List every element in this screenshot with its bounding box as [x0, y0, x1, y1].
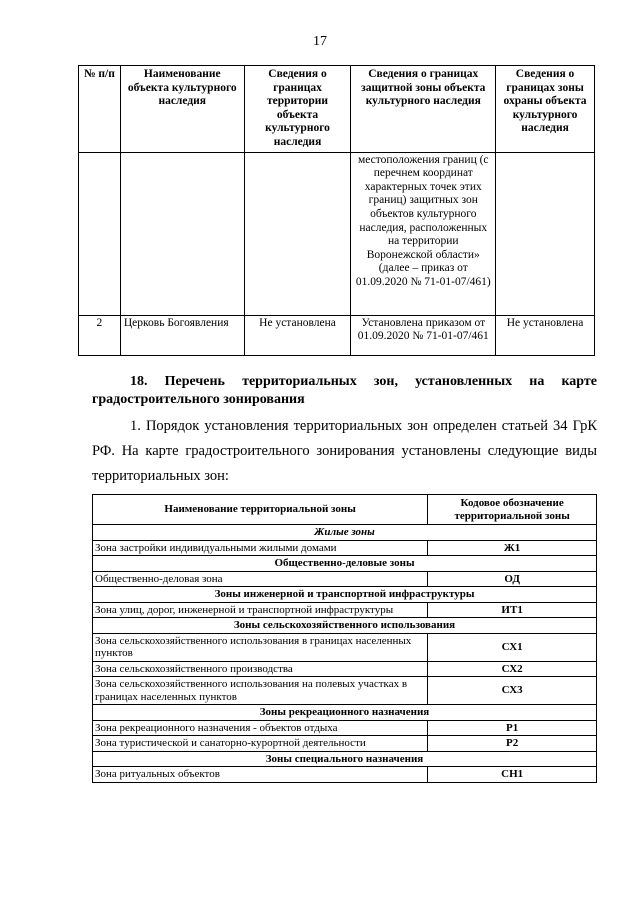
page-number: 17	[313, 34, 327, 49]
continuation-text: местоположения границ (с перечнем координат характерных точек этих границ) защитных зон объектов культурного наследия, расположенных на территории Воронежской области» (далее – приказ от 01.09.2020 № 71-01-07/461)	[351, 152, 496, 315]
table-cell	[496, 152, 595, 315]
zone-name: Зона ритуальных объектов	[93, 767, 428, 783]
header-number: № п/п	[79, 66, 121, 153]
zone-group-title: Зоны инженерной и транспортной инфраструктуры	[93, 587, 597, 603]
zone-code: СХ3	[428, 677, 597, 705]
zone-name: Зона сельскохозяйственного использования на полевых участках в границах населенных пунктов	[93, 677, 428, 705]
zone-row	[93, 602, 597, 618]
zone-name: Общественно-деловая зона	[93, 571, 428, 587]
header-territory-boundaries: Сведения о границах территории объекта культурного наследия	[244, 66, 351, 153]
zone-group-title: Жилые зоны	[93, 525, 597, 541]
zone-row	[93, 661, 597, 677]
zone-row	[93, 677, 597, 705]
zone-group-row	[93, 556, 597, 572]
section-paragraph: 1. Порядок установления территориальных зон определен статьей 34 ГрК РФ. На карте градостроительного зонирования установлены следующие виды территориальных зон:	[92, 418, 597, 484]
header-zone-name: Наименование территориальной зоны	[93, 495, 428, 525]
protection-zone-status: Не установлена	[496, 315, 595, 355]
zone-group-title: Зоны специального назначения	[93, 751, 597, 767]
table-cell	[79, 152, 121, 315]
zone-name: Зона сельскохозяйственного использования в границах населенных пунктов	[93, 633, 428, 661]
table-cell	[120, 152, 244, 315]
territorial-zones-table	[92, 494, 597, 783]
zone-row	[93, 736, 597, 752]
territory-status: Не установлена	[244, 315, 351, 355]
zone-name: Зона застройки индивидуальными жилыми домами	[93, 540, 428, 556]
zone-group-row	[93, 618, 597, 634]
zone-row	[93, 540, 597, 556]
header-protection-zone-boundaries: Сведения о границах зоны охраны объекта культурного наследия	[496, 66, 595, 153]
table-cell	[244, 152, 351, 315]
heritage-objects-table	[78, 65, 595, 356]
zone-code: Р2	[428, 736, 597, 752]
zone-name: Зона рекреационного назначения - объектов отдыха	[93, 720, 428, 736]
zone-group-row	[93, 751, 597, 767]
zone-code: СН1	[428, 767, 597, 783]
row-number: 2	[79, 315, 121, 355]
zone-row	[93, 633, 597, 661]
zone-row	[93, 720, 597, 736]
zone-name: Зона туристической и санаторно-курортной деятельности	[93, 736, 428, 752]
protective-zone-status: Установлена приказом от 01.09.2020 № 71-01-07/461	[351, 315, 496, 355]
zone-code: ОД	[428, 571, 597, 587]
zone-code: СХ1	[428, 633, 597, 661]
header-protective-zone-boundaries: Сведения о границах защитной зоны объекта культурного наследия	[351, 66, 496, 153]
zone-group-row	[93, 525, 597, 541]
zone-group-title: Общественно-деловые зоны	[93, 556, 597, 572]
zone-name: Зона сельскохозяйственного производства	[93, 661, 428, 677]
zone-code: СХ2	[428, 661, 597, 677]
header-zone-code: Кодовое обозначение территориальной зоны	[428, 495, 597, 525]
object-name: Церковь Богоявления	[120, 315, 244, 355]
zone-row	[93, 571, 597, 587]
zone-row	[93, 767, 597, 783]
zone-code: ИТ1	[428, 602, 597, 618]
zone-group-row	[93, 587, 597, 603]
zone-code: Ж1	[428, 540, 597, 556]
zone-code: Р1	[428, 720, 597, 736]
table-row	[79, 152, 595, 315]
section-heading: 18. Перечень территориальных зон, установленных на карте градостроительного зонирования	[92, 374, 597, 407]
zone-name: Зона улиц, дорог, инженерной и транспортной инфраструктуры	[93, 602, 428, 618]
zone-group-title: Зоны сельскохозяйственного использования	[93, 618, 597, 634]
header-object-name: Наименование объекта культурного наследия	[120, 66, 244, 153]
table-row	[79, 315, 595, 355]
zone-group-row	[93, 705, 597, 721]
zone-group-title: Зоны рекреационного назначения	[93, 705, 597, 721]
